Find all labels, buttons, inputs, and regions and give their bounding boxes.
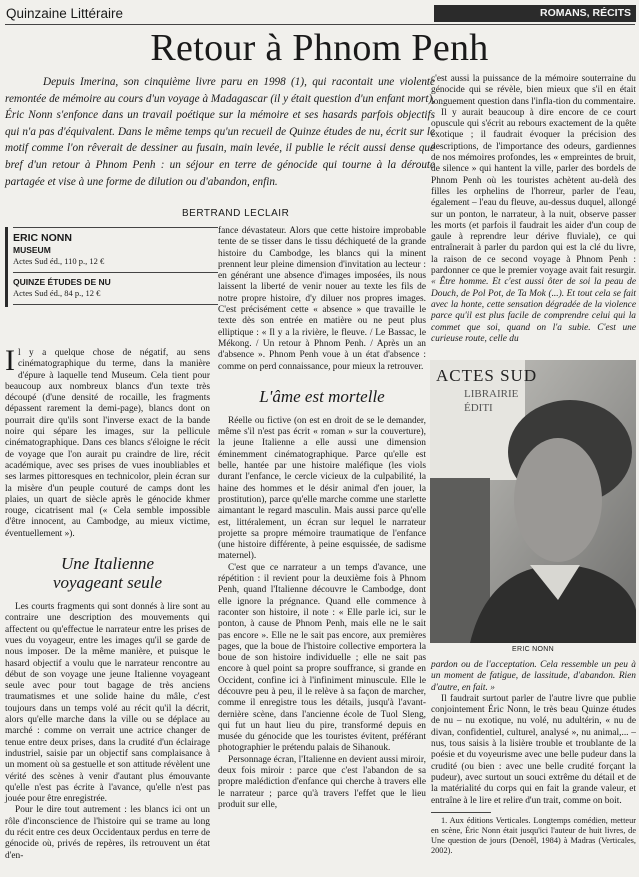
book-pub-1: Actes Sud éd., 110 p., 12 €	[13, 256, 105, 266]
col2-paragraph-2: Réelle ou fictive (on est en droit de se le demander, même s'il n'est pas écrit « roman » sur la couverture), la jeune Italienne a elle aussi une dimension éminemment cinématographique. Parce qu'elle est belle, hantée par une histoire maléfique (les viols durant l'enfance, le cercle vicieux de la culpabilité, la haine des hommes et le désir animal d'en jouer, la prostitution), parce qu'elle marche comme une starlette aimantant le regard masculin. Mais aussi parce qu'elle est, littéralement, un écran sur lequel le narrateur projette sa propre mémoire traumatique de l'enfance (une histoire différente, à peine esquissée, de sadisme maternel).	[218, 415, 426, 562]
box-mid-rule	[13, 272, 218, 273]
column-3	[431, 74, 636, 345]
col3-paragraph-2: Il y aurait beaucoup à dire encore de ce court opuscule qui s'écrit au rebours exactement de la quête exotique ; il faudrait évoquer la précision des descriptions, de l'importance des odeurs, gardiennes de nos mémoires profondes, les « empreintes de bruit, de silence » qui hantent la ville, parler des bordels de Phnom Penh où les touristes achètent au-delà des filles les orphelins de l'horreur, parler de l'eau, également – l'eau du fleuve, au-dessus duquel, allongé sur un ponton, le narrateur, à la nuit, observe passer les morts (et parfois il faudrait les aider d'un coup de gaule à reprendre leur dérive fluviale), ce qui entraînerait à parler du pardon qui est la clé du livre, la raison de ce second voyage à Phnom Penh : pardonner ce que le premier voyage avait fait resurgir. « Être homme. Et c'est aussi ôter de soi la peau de Douch, de Pol Pot, de Ta Mok (...). Et tout cela se fait avec la honte, cette sensation dégradée de la violence parce qu'il est plus facile de comprendre celui qui la commet que soi, quand on l'a subie. C'est une curieuse route, celle du	[431, 107, 636, 344]
subhead-italienne: Une Italienne voyageant seule	[52, 554, 163, 593]
subhead-ame-mortelle: L'âme est mortelle	[259, 386, 385, 406]
section-title: Quinzaine Littéraire	[6, 6, 124, 21]
book-author: ERIC NONN	[13, 232, 72, 244]
book-title-1: MUSEUM	[13, 245, 51, 255]
standfirst-text: Depuis Imerina, son cinquième livre paru en 1998 (1), qui racontait une violente remontée de mémoire au cours d'un voyage à Madagascar (il y était question d'un enfant mort), Éric Nonn s'enfonce dans un travail poétique sur la mémoire et ses hasards parfois objectifs qui n'a pas d'équivalent. Dans le même temps qu'un recueil de Quinze études de nu, écrit sur le motif comme l'on rêverait de dessiner au fusain, main levée, il publie le récit aussi dense que bref d'un retour à Phnom Penh : un séjour en terre de génocide qui tourne à la déroute partagée et vise à une forme de dilution ou d'abandon, enfin.	[5, 76, 435, 188]
header-rule	[5, 24, 635, 25]
col2-paragraph-4: Personnage écran, l'Italienne en devient aussi miroir, deux fois miroir : parce que c'est l'abandon de sa propre malédiction d'enfance qui cherche à travers elle le narrateur ; parce qu'à travers l'effet que le lieu produit sur elle,	[218, 754, 426, 810]
article-standfirst	[5, 74, 435, 190]
column-1	[5, 344, 210, 862]
col1-paragraph-3: Pour le dire tout autrement : les blancs ici ont un rôle d'inconscience de l'histoire qui se trame au long du récit entre ces deux Occidentaux perdus en terre de génocide où, privés de repères, ils retrouvent un état d'en-	[5, 805, 210, 861]
drop-cap: I	[5, 344, 15, 377]
col1-paragraph-1: Il y a quelque chose de négatif, au sens cinématographique du terme, dans la manière d'épure à laquelle tend Museum. Cela tient pour beaucoup aux nombreux blancs d'un texte très découpé (d'une densité de rocaille, les fragments dépassent rarement la demi-page), blancs dont on pourrait dire qu'ils sont l'inverse exact de la bande noire qui sépare les images, sur la pellicule cinématographique. Dans ces blancs s'éloigne le récit de voyage que l'on aurait pu craindre de lire, récit académique, avec ses prises de vues inoubliables et ses larmes pittoresques en technicolor, plein écran sur la misère d'un peuple couturé de camps dont les plaies, un quart de siècle après le génocide khmer rouge, cicatrisent mal (« Cela semble impossible d'être innocent, au Cambodge, au mieux victime, éventuellement »).	[5, 344, 210, 539]
col2-paragraph-1: fance dévastateur. Alors que cette histoire improbable tente de se tisser dans le tissu déchiqueté de la grande histoire du Cambodge, les blancs qui la minent prennent leur pleine dimension d'invitation au lecteur : en générant une absence d'images imposées, ils nous laissent la liberté de venir nouer au texte les fils de notre propre histoire, d'y diluer nos propres images. C'est précisément cette « absence » que travaille le texte dès son entrée en matière ou ne peut plus elliptique : « Il y a la rivière, le fleuve. / Le Bassac, le Mékong. / Un retour à Phnom Penh. / Après un an d'absence ». Phnom Penh voue à un état d'absence : comme on perd connaissance, pour mieux la retrouver.	[218, 226, 426, 372]
book-pub-2: Actes Sud éd., 84 p., 12 €	[13, 288, 101, 298]
book-info-box	[5, 227, 210, 305]
author-photo	[430, 360, 636, 643]
col3-paragraph-4: Il faudrait surtout parler de l'autre livre que publie conjointement Éric Nonn, le très beau Quinze études de nu – nu exotique, nu volé, nu adultérin, « nu de divan, confidentiel, culturel, analysé », nu animal,... – nus, tous saisis à la lisière trouble et troublante de la poésie et du voyeurisme avec une belle pudeur dans la crudité (ou bien : avec une belle crudité forçant la pudeur), avec surtout un souci extrême du détail et de la matérialité du corps qui en fait la grande valeur, et entraîne à le lire et relire d'un trait, comme on boit.	[431, 693, 636, 806]
col3-paragraph-1: c'est aussi la puissance de la mémoire souterraine du génocide qui se révèle, bien mieux que s'il en était longuement question dans l'infla-tion du commentaire.	[431, 74, 636, 107]
article-title: Retour à Phnom Penh	[150, 27, 489, 69]
box-bottom-rule	[13, 304, 218, 305]
book-title-2: QUINZE ÉTUDES DE NU	[13, 277, 111, 287]
photo-sign-editions: ÉDITI	[464, 402, 493, 414]
photo-sign-actes-sud: ACTES SUD	[436, 366, 538, 385]
footnote: 1. Aux éditions Verticales. Longtemps comédien, metteur en scène, Éric Nonn était jusqu'ici l'auteur de huit livres, de Une question de jours (Denoël, 1984) à Madras (Verticales, 2002).	[431, 815, 636, 855]
photo-caption: ERIC NONN	[512, 646, 554, 653]
column-3-lower	[431, 660, 636, 856]
col3-quote-end: pardon ou de l'acceptation. Cela ressemble un peu à un moment de fatigue, de lassitude, d'abandon. Rien d'autre, en fait. »	[431, 660, 636, 693]
author-portrait-illustration	[430, 360, 636, 643]
col1-paragraph-2: Les courts fragments qui sont donnés à lire sont au contraire une description des mouvements qui affectent ou qu'effectue le narrateur entre les prises de vues du voyageur, entre les images qu'il se garde de nous imposer. De la même manière, et puisque le hasard objectif a voulu que le narrateur rencontre au début de son voyage une jeune Italienne voyageant seule avec pour tout bagage de très anciens traumatismes et une solide haine du mâle, c'est toujours dans un temps volé au récit qu'il la décrit, alors qu'elle marche dans la ville ou se déplace au marché : comme on verrait une actrice changer de tenue entre deux prises, dans la crudité d'un éclairage industriel, saisie par un objectif sans complaisance à un moment où sa gestuelle et son attitude révèlent une vérité des scènes à venir d'autant plus émouvante qu'elle n'est pas écrite à l'avance, qu'elle n'est pas jouée pour être enregistrée.	[5, 602, 210, 805]
col2-paragraph-3: C'est que ce narrateur a un temps d'avance, une répétition : il revient pour la deuxième fois à Phnom Penh, quand l'Italienne découvre le Cambodge, dont elle ignore la prégnance. Quand elle commence à raconter son histoire, il note : « Elle parle ici, sur le ponton, à cause de Phnom Penh, mais elle ne le sait pas encore ». Elle ne le sait pas encore, aux premières pages, que la boue de l'histoire collective emportera la boue de son histoire individuelle ; elle ne sait pas encore à quel point sa propre souffrance, si grande en Occident, confine ici à l'infiniment minuscule. Elle le découvre peu à peu, il le relève à sa façon de marcher, comme il enregistre tous les détails, jusqu'à l'avant-dernière scène, dans l'ancienne école de Tuol Sleng, qui fut un haut lieu du pire, transformé depuis en musée du génocide que les touristes évitent, préférant photographier le prétendu palais de Sihanouk.	[218, 562, 426, 754]
column-2	[218, 226, 426, 811]
byline: BERTRAND LECLAIR	[182, 208, 290, 219]
footnote-rule	[431, 812, 491, 813]
photo-sign-librairie: LIBRAIRIE	[464, 388, 519, 400]
category-banner: ROMANS, RÉCITS	[434, 5, 636, 22]
box-top-rule	[13, 227, 218, 228]
